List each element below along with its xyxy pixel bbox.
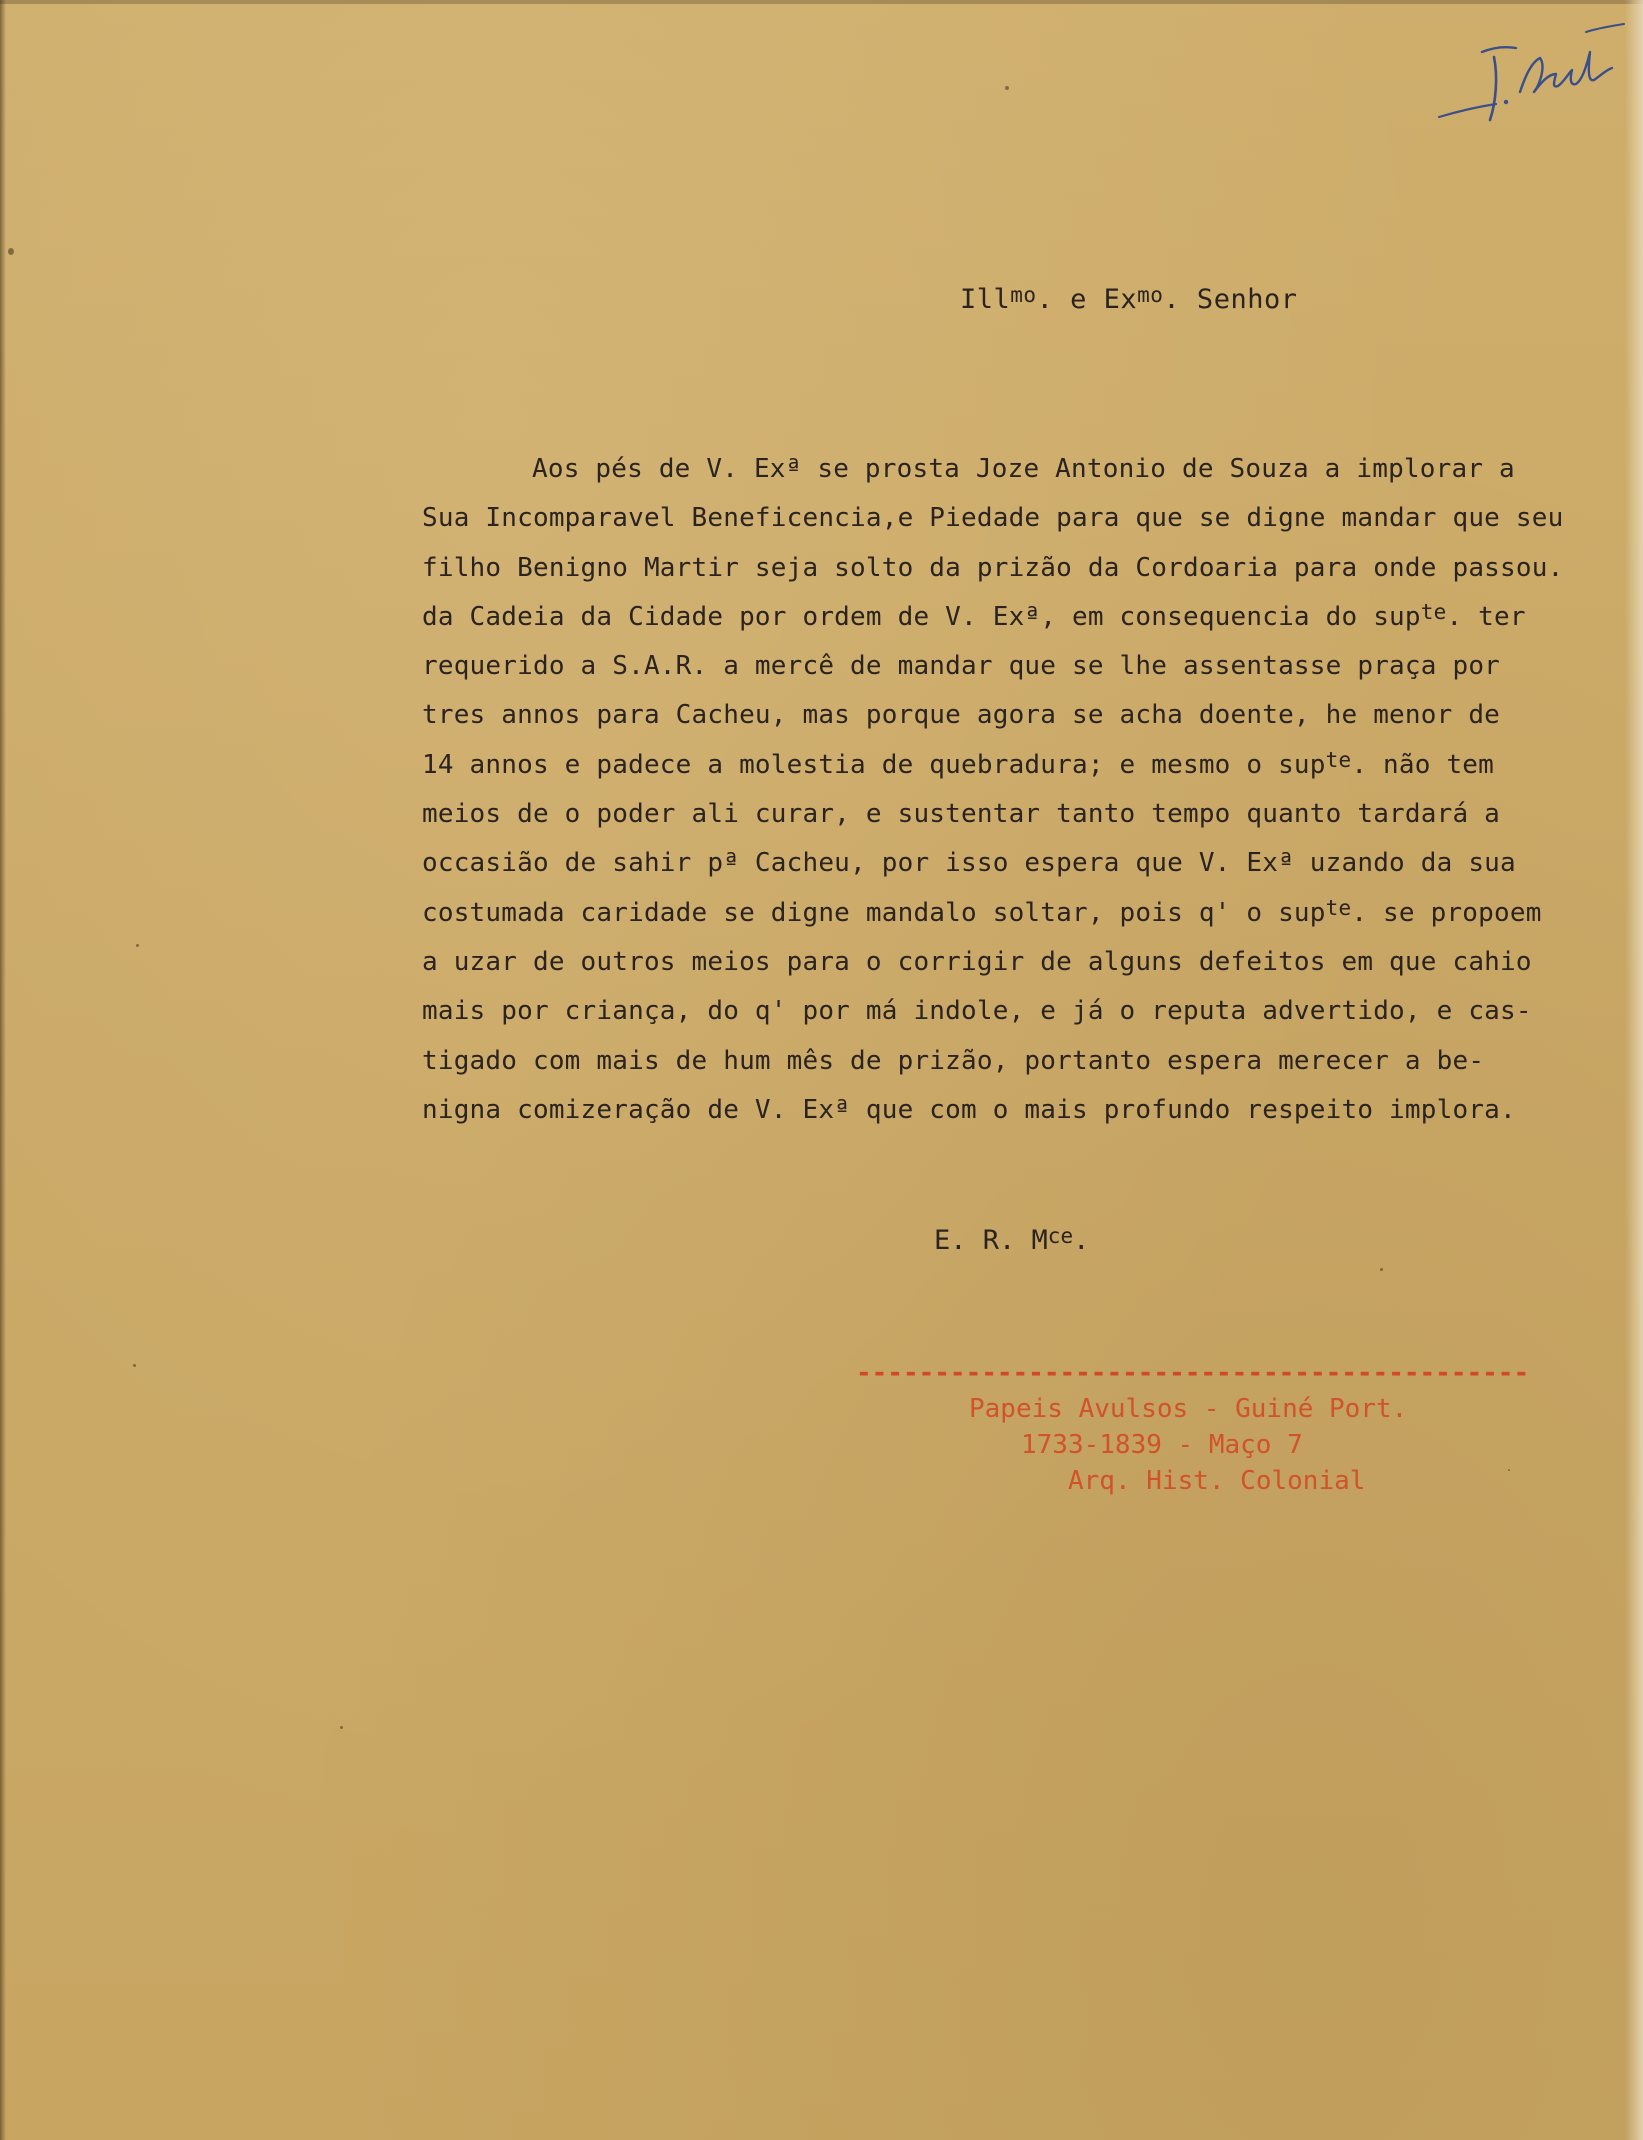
archive-dash-rule: ------------------------------------------- bbox=[856, 1358, 1530, 1388]
salutation-ill: Ill bbox=[960, 284, 1011, 315]
archive-line-institution: Arq. Hist. Colonial bbox=[1068, 1466, 1366, 1496]
paper-top-edge bbox=[0, 0, 1643, 4]
paper-speck bbox=[1005, 86, 1009, 90]
body-line: meios de o poder ali curar, e sustentar tanto tempo quanto tardará a bbox=[422, 799, 1501, 830]
paper-speck bbox=[1380, 1268, 1383, 1271]
salutation-senhor: . Senhor bbox=[1163, 284, 1298, 315]
archive-stamp bbox=[856, 1355, 1568, 1499]
body-line: occasião de sahir pª Cacheu, por isso espera que V. Exª uzando da sua bbox=[422, 848, 1516, 879]
salutation-ex: . e Ex bbox=[1036, 284, 1138, 315]
body-line-text: costumada caridade se digne mandalo soltar, pois q' o sup bbox=[422, 897, 1326, 928]
paper-speck bbox=[340, 1726, 343, 1729]
body-line-text: da Cadeia da Cidade por ordem de V. Exª, em consequencia do sup bbox=[422, 601, 1421, 632]
body-line: tres annos para Cacheu, mas porque agora se acha doente, he menor de bbox=[422, 700, 1501, 731]
body-line-tail: . se propoem bbox=[1351, 897, 1542, 928]
body-line: nigna comizeração de V. Exª que com o mais profundo respeito implora. bbox=[422, 1094, 1516, 1125]
body-line bbox=[422, 741, 1622, 790]
salutation-line bbox=[960, 284, 1297, 315]
body-line-text: 14 annos e padece a molestia de quebradura; e mesmo o sup bbox=[422, 749, 1326, 780]
closing-sup-ce: ce bbox=[1047, 1224, 1074, 1248]
closing-tail: . bbox=[1073, 1225, 1090, 1256]
closing-text: E. R. M bbox=[934, 1225, 1048, 1256]
archive-line-dates: 1733-1839 - Maço 7 bbox=[1021, 1430, 1303, 1460]
paper-right-edge bbox=[1625, 0, 1643, 2140]
body-line: Aos pés de V. Exª se prosta Joze Antonio de Souza a implorar a bbox=[532, 454, 1515, 484]
salutation-sup-mo: mo bbox=[1010, 283, 1037, 307]
body-line bbox=[422, 889, 1622, 938]
salutation-sup-mo: mo bbox=[1137, 283, 1164, 307]
body-line bbox=[422, 593, 1622, 642]
body-line: a uzar de outros meios para o corrigir de alguns defeitos em que cahio bbox=[422, 946, 1532, 977]
paper-speck bbox=[8, 248, 14, 255]
handwritten-signature bbox=[1436, 22, 1626, 132]
body-line: filho Benigno Martir seja solto da prizão da Cordoaria para onde passou. bbox=[422, 552, 1564, 583]
abbrev-sup-te: te bbox=[1420, 599, 1447, 624]
body-line-tail: . não tem bbox=[1351, 749, 1495, 780]
paper-left-edge bbox=[0, 0, 6, 2140]
abbrev-sup-te: te bbox=[1325, 895, 1352, 920]
paper-speck bbox=[136, 944, 139, 947]
body-line: mais por criança, do q' por má indole, e já o reputa advertido, e cas- bbox=[422, 996, 1532, 1027]
body-line: Sua Incomparavel Beneficencia,e Piedade para que se digne mandar que seu bbox=[422, 503, 1564, 534]
closing-formula bbox=[934, 1225, 1089, 1256]
archive-line-collection: Papeis Avulsos - Guiné Port. bbox=[969, 1394, 1408, 1424]
body-line: tigado com mais de hum mês de prizão, portanto espera merecer a be- bbox=[422, 1045, 1485, 1076]
body-line: requerido a S.A.R. a mercê de mandar que se lhe assentasse praça por bbox=[422, 651, 1501, 682]
abbrev-sup-te: te bbox=[1325, 747, 1352, 772]
body-line-tail: . ter bbox=[1446, 601, 1526, 632]
petition-body bbox=[422, 445, 1622, 1135]
paper-speck bbox=[133, 1364, 136, 1367]
